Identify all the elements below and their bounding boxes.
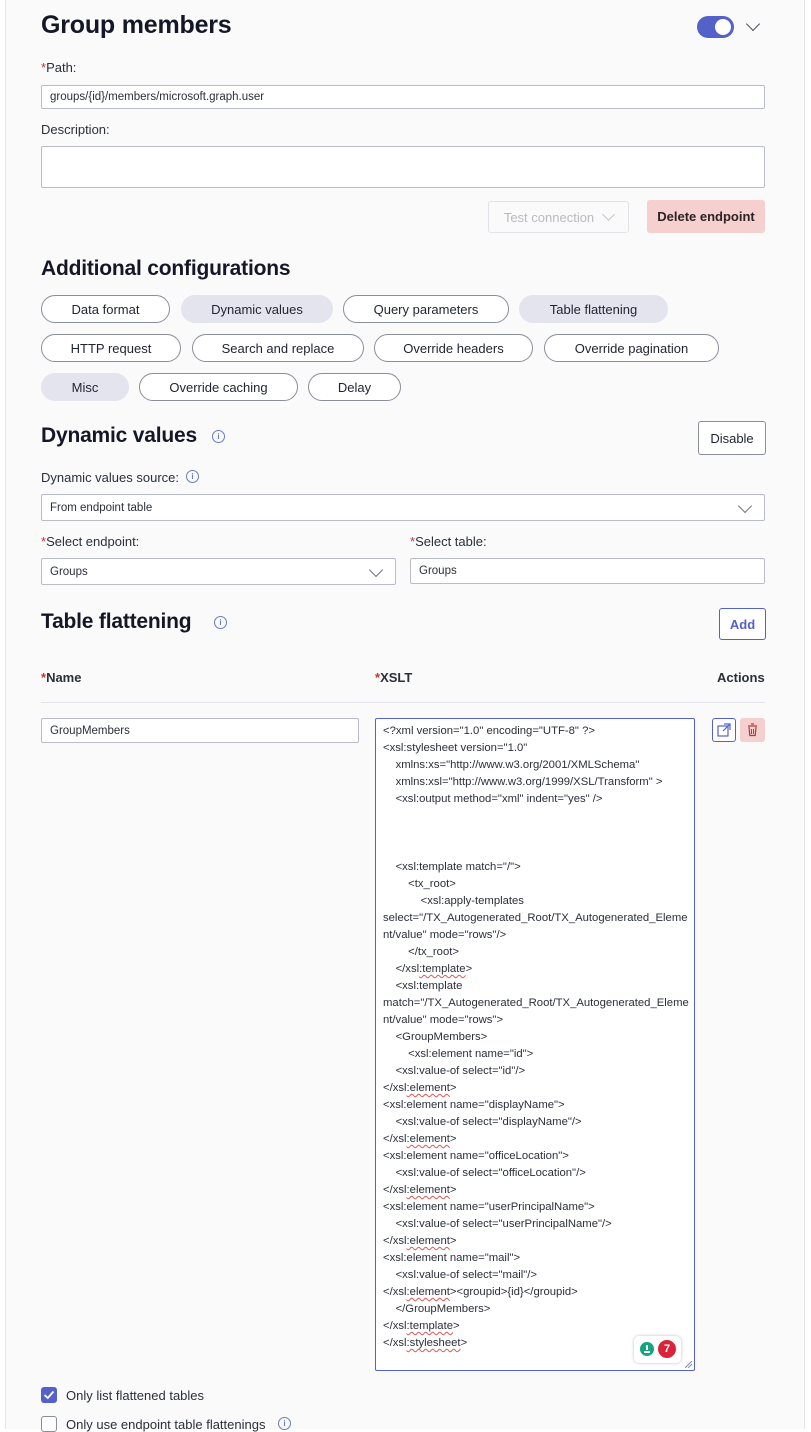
- pill-dynamic-values[interactable]: Dynamic values: [181, 295, 333, 323]
- table-flattening-title: Table flattening: [41, 610, 192, 633]
- column-header-actions: Actions: [717, 670, 765, 685]
- grammar-issues-badge: 7: [658, 1340, 676, 1358]
- pill-search-and-replace[interactable]: Search and replace: [192, 334, 364, 362]
- chevron-down-icon: [369, 563, 383, 577]
- description-label: Description:: [41, 122, 110, 137]
- checkmark-icon: [41, 1387, 57, 1403]
- chevron-down-icon: [738, 499, 752, 513]
- pill-data-format[interactable]: Data format: [41, 295, 170, 323]
- open-editor-button[interactable]: [712, 718, 736, 742]
- external-link-icon: [713, 719, 735, 741]
- info-icon[interactable]: i: [186, 470, 199, 483]
- info-icon[interactable]: i: [278, 1417, 291, 1430]
- pill-query-parameters[interactable]: Query parameters: [343, 295, 509, 323]
- select-endpoint-label: *Select endpoint:: [41, 534, 140, 549]
- only-list-flattened-label: Only list flattened tables: [66, 1388, 205, 1403]
- description-textarea[interactable]: [41, 146, 765, 188]
- pill-delay[interactable]: Delay: [308, 373, 401, 401]
- select-endpoint-dropdown[interactable]: Groups: [41, 558, 396, 585]
- delete-flattening-button[interactable]: [740, 718, 765, 742]
- pill-override-headers[interactable]: Override headers: [374, 334, 533, 362]
- select-table-input[interactable]: Groups: [410, 558, 765, 584]
- grammar-widget[interactable]: [634, 1336, 681, 1363]
- endpoint-toggle[interactable]: [697, 16, 734, 38]
- endpoint-card: [5, 0, 805, 1432]
- endpoint-title: Group members: [41, 11, 232, 39]
- toggle-knob: [715, 19, 731, 35]
- trash-icon: [740, 718, 765, 742]
- pill-http-request[interactable]: HTTP request: [41, 334, 181, 362]
- chevron-down-icon: [602, 208, 615, 221]
- only-use-endpoint-checkbox[interactable]: [41, 1416, 57, 1432]
- test-connection-button[interactable]: Test connection: [488, 201, 629, 233]
- xslt-textarea[interactable]: [375, 718, 695, 1371]
- disable-button[interactable]: Disable: [698, 421, 766, 455]
- header-divider: [41, 702, 765, 703]
- info-icon[interactable]: i: [212, 430, 225, 443]
- path-label: *Path:: [41, 60, 77, 75]
- dynamic-values-title: Dynamic values: [41, 424, 197, 447]
- pill-table-flattening[interactable]: Table flattening: [519, 295, 668, 323]
- column-header-xslt: *XSLT: [375, 670, 413, 685]
- pill-override-pagination[interactable]: Override pagination: [544, 334, 719, 362]
- pill-override-caching[interactable]: Override caching: [139, 373, 298, 401]
- only-list-flattened-checkbox[interactable]: [41, 1387, 57, 1403]
- pill-misc[interactable]: Misc: [41, 373, 129, 401]
- collapse-chevron-icon[interactable]: [746, 17, 760, 31]
- dynamic-source-select[interactable]: From endpoint table: [41, 494, 765, 521]
- select-table-label: *Select table:: [410, 534, 487, 549]
- xslt-content: <?xml version="1.0" encoding="UTF-8" ?> <xsl:stylesheet version="1.0" xmlns:xs="http://www.w3.org/2001/XMLSchema" xmlns:xsl="http://www.w3.org/1999/XSL/Transform" > <xsl:output method="xml" indent="yes" /> <xsl:template match="/"> <tx_root> <xsl:apply-templates select="/TX_Autogenerated_Root/TX_Autogenerated_Element/value" mode="rows"/> </tx_root> </xsl:template> <xsl:template match="/TX_Autogenerated_Root/TX_Autogenerated_Element/value" mode="rows"> <GroupMembers> <xsl:element name="id"> <xsl:value-of select="id"/> </xsl:element> <xsl:element name="displayName"> <xsl:value-of select="displayName"/> </xsl:element> <xsl:element name="officeLocation"> <xsl:value-of select="officeLocation"/> </xsl:element> <xsl:element name="userPrincipalName"> <xsl:value-of select="userPrincipalName"/> </xsl:element> <xsl:element name="mail"> <xsl:value-of select="mail"/> </xsl:element><groupid>{id}</groupid> </GroupMembers> </xsl:template> </xsl:stylesheet>: [383, 725, 689, 1349]
- only-use-endpoint-label: Only use endpoint table flattenings: [66, 1417, 266, 1432]
- dynamic-source-label: Dynamic values source:: [41, 470, 179, 485]
- additional-configurations-title: Additional configurations: [41, 257, 291, 280]
- path-input[interactable]: groups/{id}/members/microsoft.graph.user: [41, 85, 765, 109]
- resize-handle-icon: [685, 1361, 692, 1368]
- info-icon[interactable]: i: [214, 616, 227, 629]
- flattening-name-input[interactable]: GroupMembers: [41, 718, 359, 743]
- delete-endpoint-button[interactable]: Delete endpoint: [647, 200, 765, 233]
- grammar-check-icon: [640, 1342, 654, 1356]
- column-header-name: *Name: [41, 670, 82, 685]
- add-flattening-button[interactable]: Add: [719, 608, 766, 640]
